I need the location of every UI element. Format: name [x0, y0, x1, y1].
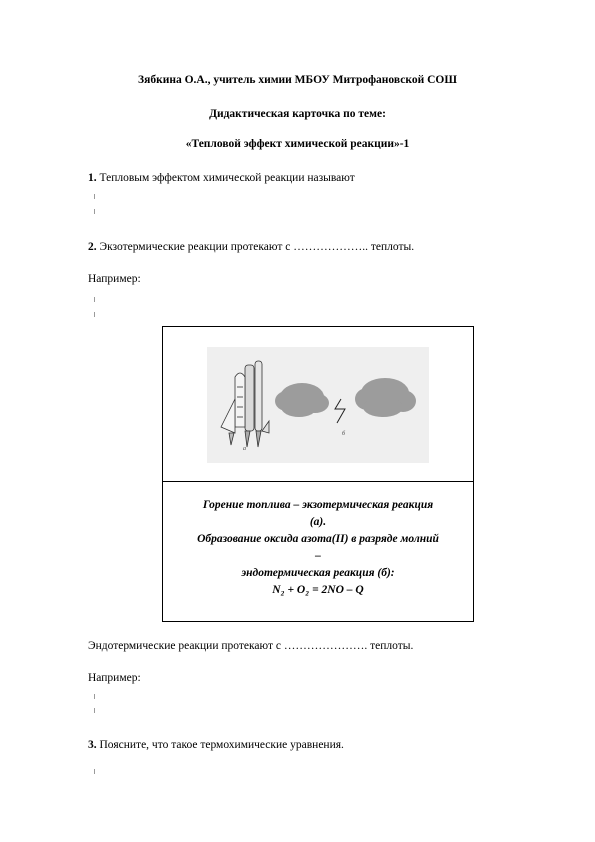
- endothermic-line: Эндотермические реакции протекают с …………………. теплоты.: [88, 640, 414, 652]
- question-1-text: Тепловым эффектом химической реакции называют: [96, 172, 355, 184]
- answer-mark: [94, 194, 95, 199]
- example-label: Например:: [88, 273, 141, 285]
- caption-line: Горение топлива – экзотермическая реакция: [202, 499, 434, 511]
- lightning-icon: [335, 399, 345, 423]
- cloud-icon: [355, 378, 416, 417]
- figure-label-a: а: [243, 446, 246, 452]
- cloud-icon: [275, 383, 329, 417]
- caption-line: –: [315, 550, 321, 562]
- question-1-number: 1.: [88, 172, 97, 184]
- answer-mark: [94, 297, 95, 302]
- figure-caption: [163, 497, 473, 599]
- answer-mark: [94, 769, 95, 774]
- caption-line: (а).: [309, 516, 327, 528]
- question-3: [88, 739, 344, 751]
- question-1: [88, 172, 355, 184]
- figure-label-b: б: [342, 431, 346, 437]
- answer-mark: [94, 708, 95, 713]
- example-label: Например:: [88, 672, 141, 684]
- figure-box: [162, 326, 474, 622]
- question-3-text: Поясните, что такое термохимические уравнения.: [96, 739, 344, 751]
- figure-image: [207, 347, 429, 463]
- answer-mark: [94, 694, 95, 699]
- question-2: [88, 241, 414, 253]
- caption-line: Образование оксида азота(II) в разряде молний: [197, 533, 439, 545]
- rocket-icon: [221, 361, 269, 447]
- reaction-equation: N₂ + O₂ = 2NO – Q: [272, 584, 364, 596]
- card-subtitle: Дидактическая карточка по теме:: [209, 108, 386, 120]
- card-title: «Тепловой эффект химической реакции»-1: [185, 138, 410, 150]
- answer-mark: [94, 209, 95, 214]
- box-divider: [163, 481, 473, 482]
- answer-mark: [94, 312, 95, 317]
- caption-line: эндотермическая реакция (б):: [241, 567, 395, 579]
- question-2-text: Экзотермические реакции протекают с ……………….. теплоты.: [96, 241, 415, 253]
- question-3-number: 3.: [88, 739, 97, 751]
- author-line: Зябкина О.А., учитель химии МБОУ Митрофановской СОШ: [138, 74, 457, 86]
- question-2-number: 2.: [88, 241, 97, 253]
- figure-illustration: [207, 347, 429, 463]
